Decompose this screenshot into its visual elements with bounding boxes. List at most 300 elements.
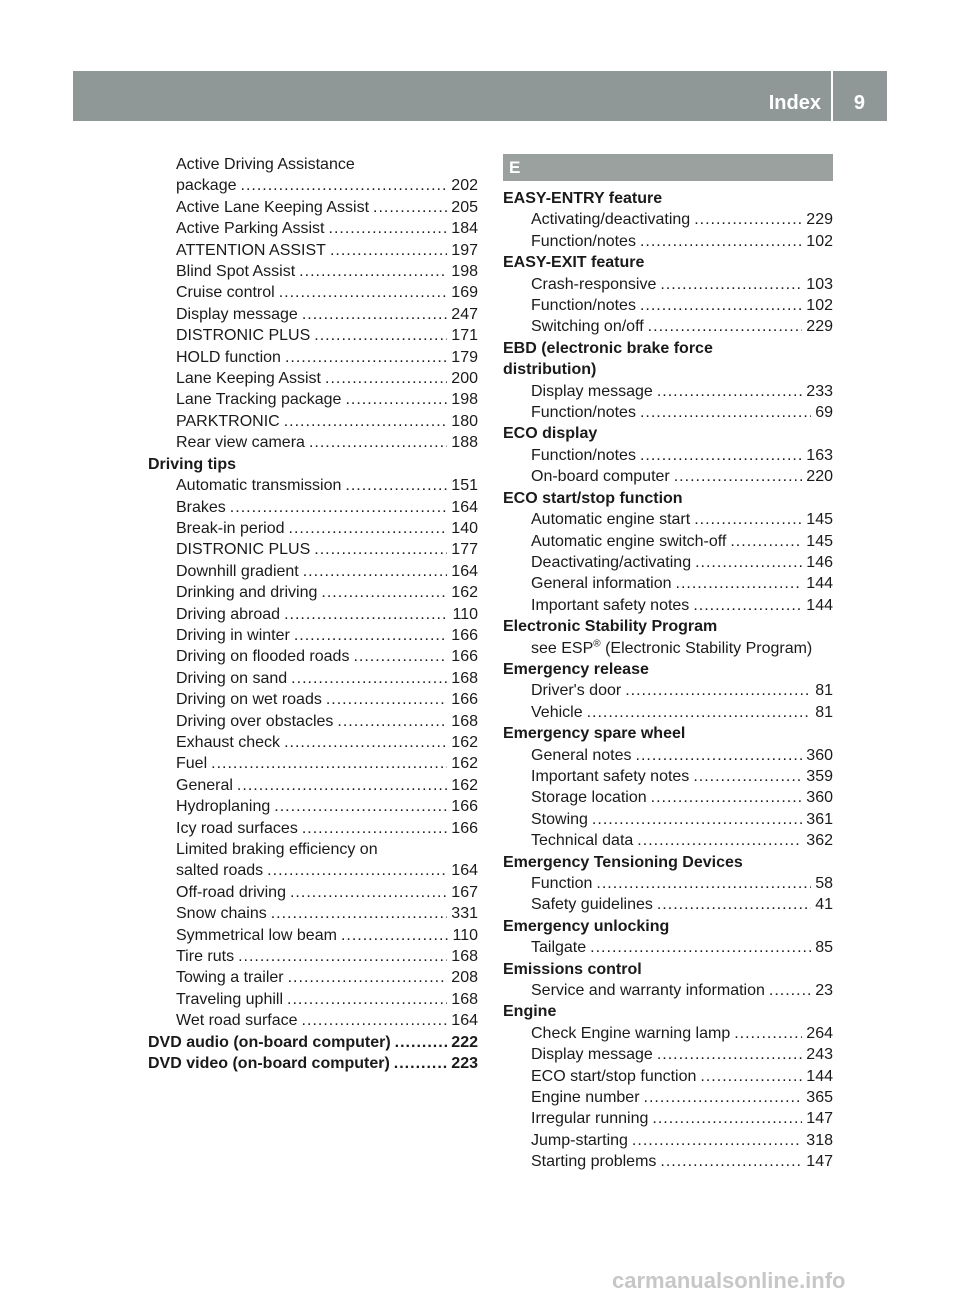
leader-dots	[238, 946, 447, 967]
leader-dots	[694, 209, 802, 230]
index-column-right	[503, 154, 833, 1173]
entry-label: Blind Spot Assist	[176, 263, 296, 281]
index-entry	[503, 1151, 833, 1172]
leader-dots	[693, 595, 802, 616]
index-entry	[503, 381, 833, 402]
leader-dots	[294, 625, 447, 646]
page-ref: 205	[451, 198, 478, 216]
header-divider	[831, 71, 833, 121]
page-ref: 110	[452, 605, 478, 623]
entry-label: Safety guidelines	[531, 896, 653, 914]
index-entry	[148, 497, 478, 518]
entry-label: General	[176, 776, 233, 794]
entry-label: package	[176, 177, 237, 195]
section-title: Index	[768, 92, 821, 114]
entry-label: Emergency release	[503, 660, 649, 678]
entry-label: Function/notes	[531, 404, 636, 422]
entry-label: Stowing	[531, 810, 588, 828]
index-heading	[503, 959, 833, 980]
entry-label: Display message	[531, 1046, 653, 1064]
entry-label: Driving on sand	[176, 669, 288, 687]
leader-dots	[289, 518, 448, 539]
entry-label: Automatic engine switch-off	[531, 532, 727, 550]
page-ref: 171	[451, 327, 478, 345]
page-ref: 247	[451, 305, 478, 323]
index-entry	[148, 432, 478, 453]
entry-label: Emergency spare wheel	[503, 725, 686, 743]
entry-label: Driver's door	[531, 682, 622, 700]
page-ref: 184	[451, 220, 478, 238]
index-entry	[148, 539, 478, 560]
page-ref: 140	[451, 519, 478, 537]
index-entry	[148, 753, 478, 774]
entry-label: DISTRONIC PLUS	[176, 327, 311, 345]
leader-dots	[284, 732, 447, 753]
page-ref: 58	[815, 875, 833, 892]
index-entry	[148, 903, 478, 924]
page-ref: 331	[451, 905, 478, 923]
entry-label: EASY-EXIT feature	[503, 254, 645, 272]
entry-label: Driving tips	[148, 455, 237, 473]
leader-dots	[284, 411, 448, 432]
page-ref: 110	[452, 926, 478, 944]
index-entry	[148, 282, 478, 303]
page-ref: 166	[451, 819, 478, 837]
entry-label: Engine number	[531, 1089, 640, 1107]
entry-label: Technical data	[531, 832, 634, 850]
index-entry	[503, 787, 833, 808]
entry-label: EASY-ENTRY feature	[503, 190, 663, 207]
index-entry	[148, 775, 478, 796]
page-ref: 168	[451, 669, 478, 687]
page-ref: 103	[806, 275, 833, 293]
page-ref: 166	[451, 798, 478, 816]
index-heading	[503, 359, 833, 380]
entry-label: EBD (electronic brake force	[503, 339, 713, 357]
entry-label: Icy road surfaces	[176, 819, 298, 837]
see-reference-target: (Electronic Stability Program)	[600, 639, 813, 657]
leader-dots	[309, 432, 447, 453]
leader-dots	[345, 475, 447, 496]
page-ref: 220	[806, 468, 833, 486]
page-ref: 81	[815, 703, 833, 721]
page-ref: 180	[451, 412, 478, 430]
index-heading	[503, 423, 833, 444]
entry-label: Driving over obstacles	[176, 712, 334, 730]
leader-dots	[373, 197, 447, 218]
entry-label: Function	[531, 875, 593, 892]
leader-dots	[330, 240, 447, 261]
entry-label: Traveling uphill	[176, 990, 284, 1008]
page-ref: 168	[451, 990, 478, 1008]
page-ref: 162	[451, 755, 478, 773]
entry-label: Off-road driving	[176, 883, 286, 901]
entry-label: Function/notes	[531, 446, 636, 464]
index-entry	[148, 646, 478, 667]
leader-dots	[640, 295, 802, 316]
page-ref: 200	[451, 370, 478, 388]
leader-dots	[211, 753, 447, 774]
page-ref: 365	[806, 1089, 833, 1107]
leader-dots	[644, 1087, 803, 1108]
entry-label: Active Lane Keeping Assist	[176, 198, 370, 216]
leader-dots	[632, 1130, 802, 1151]
leader-dots	[337, 711, 447, 732]
entry-label: Tire ruts	[176, 948, 235, 966]
index-entry	[148, 625, 478, 646]
page-ref: 188	[451, 434, 478, 452]
entry-label: Emergency Tensioning Devices	[503, 853, 743, 871]
entry-label: Exhaust check	[176, 733, 281, 751]
leader-dots	[230, 497, 448, 518]
page-ref: 168	[451, 948, 478, 966]
page-ref: 361	[806, 810, 833, 828]
page-ref: 198	[451, 391, 478, 409]
entry-label: Deactivating/activating	[531, 553, 692, 571]
leader-dots	[660, 1151, 802, 1172]
page-ref: 362	[806, 832, 833, 850]
index-entry	[148, 411, 478, 432]
leader-dots	[237, 775, 447, 796]
page-ref: 23	[815, 982, 833, 1000]
leader-dots	[302, 818, 447, 839]
page-ref: 164	[451, 1012, 478, 1030]
page-ref: 146	[806, 553, 833, 571]
entry-label: Tailgate	[531, 939, 587, 957]
index-entry	[148, 732, 478, 753]
entry-label: Hydroplaning	[176, 798, 271, 816]
entry-label: Engine	[503, 1003, 557, 1021]
leader-dots	[693, 766, 802, 787]
page-ref: 163	[806, 446, 833, 464]
index-entry	[148, 1010, 478, 1031]
leader-dots	[734, 1023, 802, 1044]
entry-label: ECO start/stop function	[503, 489, 683, 507]
leader-dots	[329, 218, 448, 239]
index-entry	[148, 839, 478, 860]
leader-dots	[695, 552, 802, 573]
page-ref: 144	[806, 575, 833, 593]
entry-label: PARKTRONIC	[176, 412, 280, 430]
entry-label: DVD video (on-board computer)	[148, 1055, 390, 1073]
entry-label: Activating/deactivating	[531, 211, 691, 229]
leader-dots	[274, 796, 447, 817]
index-entry	[148, 261, 478, 282]
index-heading	[148, 1053, 478, 1074]
page-ref: 166	[451, 648, 478, 666]
entry-label: Rear view camera	[176, 434, 305, 452]
leader-dots	[640, 445, 802, 466]
page-ref: 167	[451, 883, 478, 901]
page-ref: 41	[815, 896, 833, 914]
page-ref: 198	[451, 263, 478, 281]
index-entry	[148, 561, 478, 582]
index-heading	[503, 659, 833, 680]
entry-label: Fuel	[176, 755, 208, 773]
entry-label: Service and warranty information	[531, 982, 765, 1000]
entry-label: Vehicle	[531, 703, 583, 721]
page-ref: 264	[806, 1024, 833, 1042]
leader-dots	[290, 882, 447, 903]
index-heading	[148, 454, 478, 475]
leader-dots	[325, 368, 447, 389]
entry-label: Drinking and driving	[176, 584, 318, 602]
entry-label: Driving on flooded roads	[176, 648, 350, 666]
index-entry	[503, 531, 833, 552]
page-ref: 179	[451, 348, 478, 366]
index-entry	[148, 796, 478, 817]
index-heading	[503, 252, 833, 273]
entry-label: ATTENTION ASSIST	[176, 241, 326, 259]
index-entry	[503, 873, 833, 894]
page-ref: 145	[806, 532, 833, 550]
entry-label: Display message	[176, 305, 298, 323]
index-entry	[503, 1044, 833, 1065]
leader-dots	[285, 347, 447, 368]
entry-label: Emergency unlocking	[503, 917, 670, 935]
leader-dots	[395, 1032, 448, 1053]
page-ref: 168	[451, 712, 478, 730]
entry-label: Driving abroad	[176, 605, 281, 623]
index-entry	[148, 475, 478, 496]
leader-dots	[590, 937, 811, 958]
leader-dots	[700, 1066, 802, 1087]
entry-label: Lane Keeping Assist	[176, 370, 321, 388]
index-entry	[503, 1066, 833, 1087]
entry-label: Driving on wet roads	[176, 691, 322, 709]
entry-label: Display message	[531, 382, 653, 400]
index-entry	[503, 830, 833, 851]
index-entry	[503, 295, 833, 316]
page-ref: 359	[806, 767, 833, 785]
index-entry	[503, 466, 833, 487]
entry-label: Symmetrical low beam	[176, 926, 337, 944]
index-entry	[503, 809, 833, 830]
page-ref: 102	[806, 232, 833, 250]
entry-label: Active Driving Assistance	[176, 156, 355, 173]
page-ref: 147	[806, 1153, 833, 1171]
page-ref: 164	[451, 862, 478, 880]
page-ref: 81	[815, 682, 833, 700]
leader-dots	[674, 466, 803, 487]
entry-label: DISTRONIC PLUS	[176, 541, 311, 559]
index-entry	[503, 316, 833, 337]
index-entry	[503, 702, 833, 723]
page-ref: 229	[806, 211, 833, 229]
watermark: carmanualsonline.info	[612, 1268, 846, 1293]
leader-dots	[587, 702, 812, 723]
leader-dots	[353, 646, 447, 667]
page-ref: 166	[451, 626, 478, 644]
leader-dots	[271, 903, 448, 924]
page-ref: 144	[806, 1067, 833, 1085]
leader-dots	[279, 282, 448, 303]
page-ref: 360	[806, 789, 833, 807]
leader-dots	[394, 1053, 448, 1074]
page-ref: 169	[451, 284, 478, 302]
entry-label: Break-in period	[176, 519, 285, 537]
index-entry	[503, 209, 833, 230]
entry-label: Towing a trailer	[176, 969, 284, 987]
index-heading	[503, 488, 833, 509]
index-entry	[148, 818, 478, 839]
leader-dots	[769, 980, 811, 1001]
see-reference: see ESP	[531, 639, 594, 657]
leader-dots	[303, 561, 448, 582]
index-entry	[503, 402, 833, 423]
index-entry	[503, 231, 833, 252]
entry-label: Function/notes	[531, 232, 636, 250]
entry-label: Active Parking Assist	[176, 220, 325, 238]
entry-label: Cruise control	[176, 284, 275, 302]
registered-mark: ®	[593, 638, 601, 650]
leader-dots	[288, 967, 448, 988]
index-entry	[148, 175, 478, 196]
index-entry	[148, 582, 478, 603]
index-entry	[148, 518, 478, 539]
page-ref: 229	[806, 318, 833, 336]
leader-dots	[241, 175, 448, 196]
page-ref: 360	[806, 746, 833, 764]
entry-label: Crash-responsive	[531, 275, 657, 293]
leader-dots	[302, 1010, 448, 1031]
leader-dots	[651, 787, 803, 808]
entry-label: Function/notes	[531, 297, 636, 315]
index-entry	[148, 325, 478, 346]
entry-label: ECO start/stop function	[531, 1067, 697, 1085]
entry-label: Switching on/off	[531, 318, 644, 336]
index-entry	[503, 1130, 833, 1151]
leader-dots	[640, 231, 802, 252]
index-entry	[148, 389, 478, 410]
page-ref: 147	[806, 1110, 833, 1128]
index-entry	[148, 347, 478, 368]
entry-label: Limited braking efficiency on	[176, 841, 378, 858]
index-entry	[503, 509, 833, 530]
page-ref: 202	[451, 177, 478, 195]
entry-label: Automatic transmission	[176, 477, 342, 495]
index-heading	[503, 1001, 833, 1022]
entry-label: Downhill gradient	[176, 562, 299, 580]
entry-label: Driving in winter	[176, 626, 290, 644]
index-entry	[503, 680, 833, 701]
entry-label: salted roads	[176, 862, 264, 880]
index-entry	[503, 274, 833, 295]
leader-dots	[341, 925, 449, 946]
index-entry	[503, 573, 833, 594]
index-entry	[148, 154, 478, 175]
entry-label: HOLD function	[176, 348, 281, 366]
index-entry	[148, 240, 478, 261]
page-ref: 222	[451, 1033, 478, 1051]
leader-dots	[299, 261, 447, 282]
leader-dots	[648, 316, 803, 337]
entry-label: Check Engine warning lamp	[531, 1024, 731, 1042]
entry-label: Emissions control	[503, 960, 642, 978]
entry-label: Important safety notes	[531, 767, 690, 785]
entry-label: General notes	[531, 746, 632, 764]
page-ref: 164	[451, 498, 478, 516]
index-entry	[148, 989, 478, 1010]
page-ref: 162	[451, 584, 478, 602]
leader-dots	[314, 325, 447, 346]
entry-label: Brakes	[176, 498, 226, 516]
entry-label: On-board computer	[531, 468, 670, 486]
page-ref: 145	[806, 511, 833, 529]
leader-dots	[302, 304, 447, 325]
index-entry	[148, 967, 478, 988]
entry-label: Snow chains	[176, 905, 267, 923]
index-heading	[503, 338, 833, 359]
index-entry	[148, 946, 478, 967]
page-ref: 144	[806, 596, 833, 614]
index-entry	[148, 882, 478, 903]
index-heading	[503, 723, 833, 744]
page-ref: 69	[815, 404, 833, 422]
page-ref: 151	[451, 477, 478, 495]
page-ref: 166	[451, 691, 478, 709]
page-ref: 223	[451, 1055, 478, 1073]
leader-dots	[660, 274, 802, 295]
leader-dots	[657, 894, 811, 915]
index-entry	[503, 552, 833, 573]
entry-label: General information	[531, 575, 672, 593]
index-heading	[503, 852, 833, 873]
letter-heading-e: E	[503, 154, 833, 181]
leader-dots	[291, 668, 447, 689]
entry-label: Lane Tracking package	[176, 391, 342, 409]
index-entry	[503, 1108, 833, 1129]
leader-dots	[326, 689, 447, 710]
index-entry	[503, 638, 833, 659]
index-entry	[503, 980, 833, 1001]
leader-dots	[694, 509, 802, 530]
index-entry	[503, 595, 833, 616]
page-ref: 162	[451, 776, 478, 794]
page-ref: 177	[451, 541, 478, 559]
leader-dots	[657, 1044, 802, 1065]
leader-dots	[640, 402, 811, 423]
index-heading	[503, 916, 833, 937]
page-ref: 162	[451, 733, 478, 751]
leader-dots	[267, 860, 447, 881]
page-ref: 164	[451, 562, 478, 580]
index-entry	[503, 894, 833, 915]
entry-label: Storage location	[531, 789, 647, 807]
index-heading	[148, 1032, 478, 1053]
index-entry	[148, 604, 478, 625]
index-heading	[503, 616, 833, 637]
page-ref: 243	[806, 1046, 833, 1064]
page-ref: 197	[451, 241, 478, 259]
leader-dots	[676, 573, 803, 594]
entry-label: Important safety notes	[531, 596, 690, 614]
page-ref: 85	[815, 939, 833, 957]
index-entry	[503, 1087, 833, 1108]
index-entry	[148, 925, 478, 946]
leader-dots	[730, 531, 802, 552]
index-entry	[503, 1023, 833, 1044]
index-entry	[148, 860, 478, 881]
index-entry	[503, 445, 833, 466]
page-ref: 208	[451, 969, 478, 987]
leader-dots	[657, 381, 802, 402]
index-entry	[148, 711, 478, 732]
entry-label: DVD audio (on-board computer)	[148, 1033, 391, 1051]
index-entry	[148, 197, 478, 218]
index-column-left	[148, 154, 478, 1074]
leader-dots	[321, 582, 447, 603]
